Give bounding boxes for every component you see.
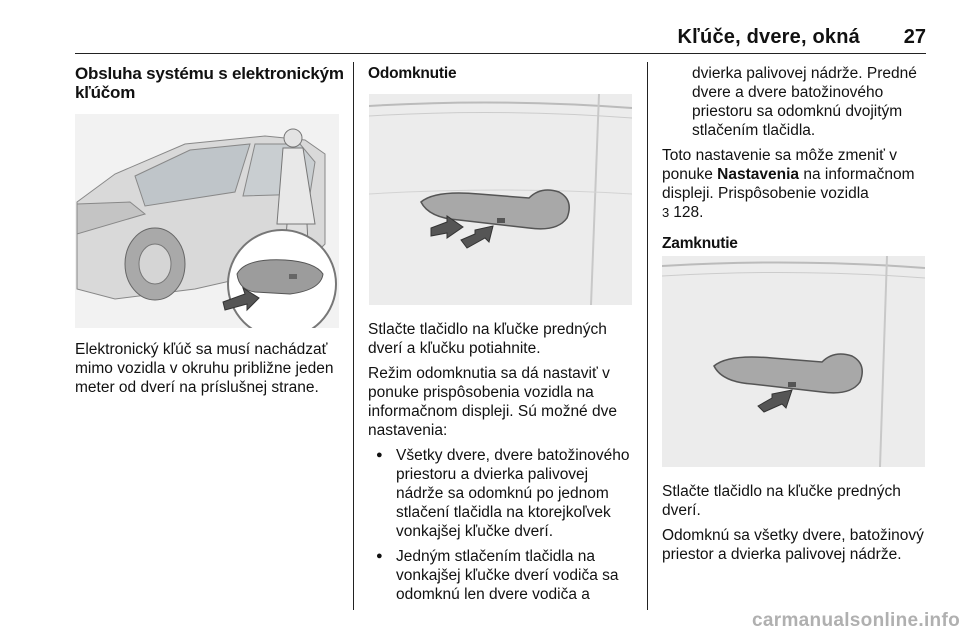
- right-text-block: [662, 482, 930, 570]
- left-column: [75, 64, 345, 102]
- lock-para-2: Odomknú sa všetky dvere, batožinový priestor a dvierka palivovej nádrže.: [662, 527, 924, 563]
- door-handle-unlock-illustration: [369, 94, 632, 305]
- page-header-title: Kľúče, dvere, okná: [677, 26, 860, 48]
- list-item: ● Jedným stlačením tlačidla na vonkajšej kľučke dverí vodiča sa odomknú len dvere vodiča a: [368, 547, 638, 604]
- subsection-heading-unlock: Odomknutie: [368, 65, 457, 82]
- subsection-heading-lock: Zamknutie: [662, 235, 738, 252]
- car-keyless-illustration: [75, 114, 339, 328]
- bullet-continuation: dvierka palivovej nádrže. Predné dvere a dvere batožinového priestoru sa odomknú dvojitým stlačením tlačidla.: [692, 65, 917, 139]
- unlock-options-list: [368, 446, 638, 604]
- left-caption: Elektronický kľúč sa musí nachádzať mimo vozidla v okruhu približne jeden meter od dverí na príslušnej strane.: [75, 341, 334, 396]
- setting-text-2: na informačnom displeji. Prispôsobenie vozidla: [662, 166, 915, 202]
- menu-name-nastavenia: Nastavenia: [717, 166, 800, 183]
- middle-text-block: [368, 320, 638, 610]
- page-number: 27: [903, 26, 926, 48]
- left-caption-block: [75, 340, 350, 403]
- unlock-para-1: Stlačte tlačidlo na kľučke predných dverí a kľučku potiahnite.: [368, 321, 607, 357]
- right-column: [662, 64, 930, 253]
- list-item: ● Všetky dvere, dvere batožinového priestoru a dvierka palivovej nádrže sa odomknú po jednom stlačení tlačidla na ktorejkoľvek vonkajšej kľučke dverí.: [368, 446, 638, 541]
- unlock-para-2: Režim odomknutia sa dá nastaviť v ponuke prispôsobenia vozidla na informačnom displeji. Sú možné dve nastavenia:: [368, 365, 617, 439]
- setting-paragraph: [662, 146, 930, 222]
- column-divider-right: [647, 62, 648, 610]
- door-handle-lock-illustration: [662, 256, 925, 467]
- middle-column-heading-block: [368, 64, 633, 83]
- column-divider-left: [353, 62, 354, 610]
- page-reference: 128.: [673, 204, 704, 221]
- page-reference-icon: 3: [662, 205, 670, 220]
- header-rule: [75, 53, 926, 54]
- section-heading: Obsluha systému s elektronickým kľúčom: [75, 64, 344, 102]
- watermark: carmanualsonline.info: [752, 610, 960, 631]
- setting-text-1: Toto nastavenie sa môže zmeniť v ponuke: [662, 147, 897, 183]
- lock-para-1: Stlačte tlačidlo na kľučke predných dverí.: [662, 483, 901, 519]
